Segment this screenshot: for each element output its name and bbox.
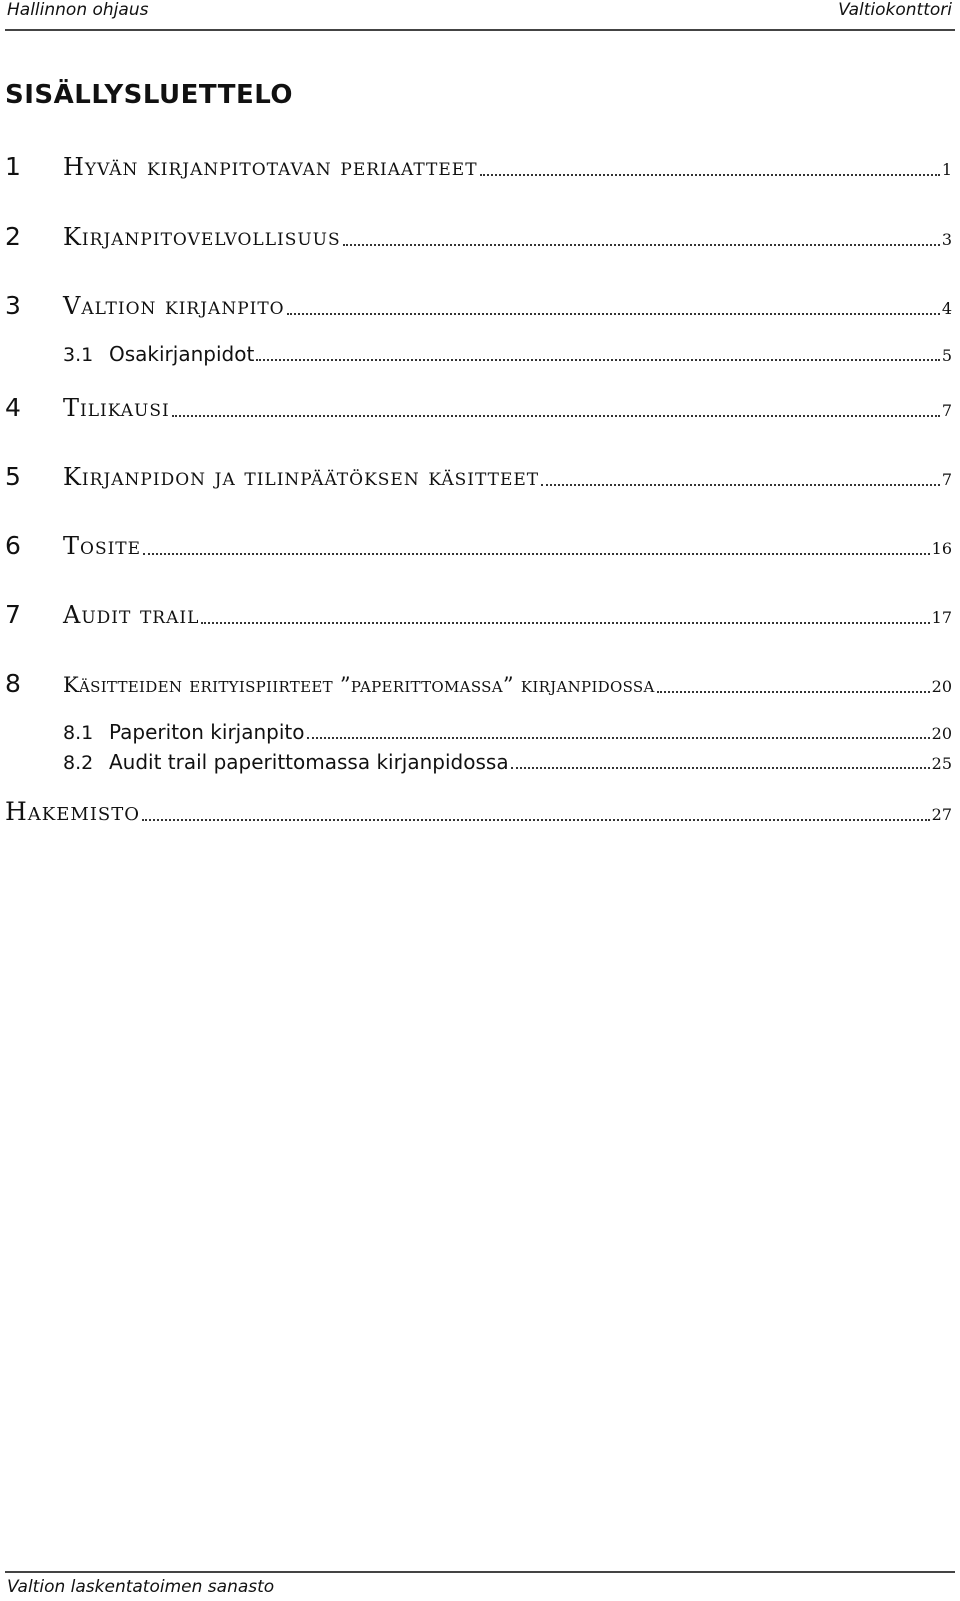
toc-label: Hakemisto [5, 797, 141, 826]
toc-entry-index[interactable] [5, 797, 952, 826]
toc-number: 4 [5, 393, 21, 422]
toc-number: 8.1 [63, 722, 94, 744]
toc-entry-8[interactable] [5, 669, 952, 698]
toc-number: 8 [5, 669, 21, 698]
toc-leader [201, 621, 929, 624]
toc-page: 27 [931, 805, 952, 824]
toc-page: 1 [941, 160, 952, 179]
toc-leader [143, 552, 930, 555]
page-title: SISÄLLYSLUETTELO [5, 80, 293, 110]
toc-page: 17 [931, 608, 952, 627]
toc-leader [142, 818, 930, 821]
toc-number: 1 [5, 152, 21, 181]
toc-page: 5 [941, 346, 952, 365]
toc-leader [256, 358, 940, 361]
toc-label: Hyvän kirjanpitotavan periaatteet [63, 153, 478, 181]
toc-number: 3.1 [63, 344, 94, 366]
toc-label: Tosite [63, 532, 142, 560]
toc-entry-7[interactable] [5, 600, 952, 629]
header-publisher: Valtiokonttori [838, 0, 952, 20]
toc-number: 8.2 [63, 752, 94, 774]
header-divider [5, 29, 955, 31]
toc-leader [343, 243, 940, 246]
toc-number: 6 [5, 531, 21, 560]
toc-entry-1[interactable] [5, 152, 952, 181]
toc-number: 5 [5, 462, 21, 491]
toc-page: 25 [931, 754, 952, 773]
toc-entry-4[interactable] [5, 393, 952, 422]
toc-entry-8-2[interactable] [5, 750, 952, 774]
toc-label: Kirjanpitovelvollisuus [63, 223, 341, 251]
toc-entry-5[interactable] [5, 462, 952, 491]
toc-label: Audit trail [63, 601, 200, 629]
toc-leader [541, 483, 940, 486]
toc-entry-3[interactable] [5, 291, 952, 320]
toc-leader [172, 414, 940, 417]
toc-label: Valtion kirjanpito [63, 292, 285, 320]
toc-entry-8-1[interactable] [5, 720, 952, 744]
header-section-title: Hallinnon ohjaus [7, 0, 149, 20]
footer-publication-title: Valtion laskentatoimen sanasto [7, 1577, 275, 1597]
footer-divider [5, 1571, 955, 1573]
toc-number: 3 [5, 291, 21, 320]
toc-page: 3 [941, 230, 952, 249]
toc-page: 20 [931, 724, 952, 743]
toc-label: Tilikausi [63, 394, 170, 422]
toc-entry-6[interactable] [5, 531, 952, 560]
toc-label: Audit trail paperittomassa kirjanpidossa [109, 750, 509, 774]
toc-label: Kirjanpidon ja tilinpäätöksen käsitteet [63, 463, 540, 491]
toc-page: 20 [931, 677, 952, 696]
toc-leader [480, 173, 940, 176]
toc-label: Paperiton kirjanpito [109, 720, 305, 744]
toc-leader [657, 690, 930, 693]
toc-leader [287, 312, 940, 315]
toc-label: Käsitteiden erityispiirteet ”paperittomassa” kirjanpidossa [63, 673, 655, 697]
toc-leader [511, 766, 930, 769]
toc-page: 7 [941, 401, 952, 420]
toc-number: 2 [5, 222, 21, 251]
toc-number: 7 [5, 600, 21, 629]
toc-page: 16 [931, 539, 952, 558]
toc-label: Osakirjanpidot [109, 342, 255, 366]
toc-page: 4 [941, 299, 952, 318]
toc-leader [307, 736, 930, 739]
toc-entry-2[interactable] [5, 222, 952, 251]
toc-page: 7 [941, 470, 952, 489]
toc-entry-3-1[interactable] [5, 342, 952, 366]
